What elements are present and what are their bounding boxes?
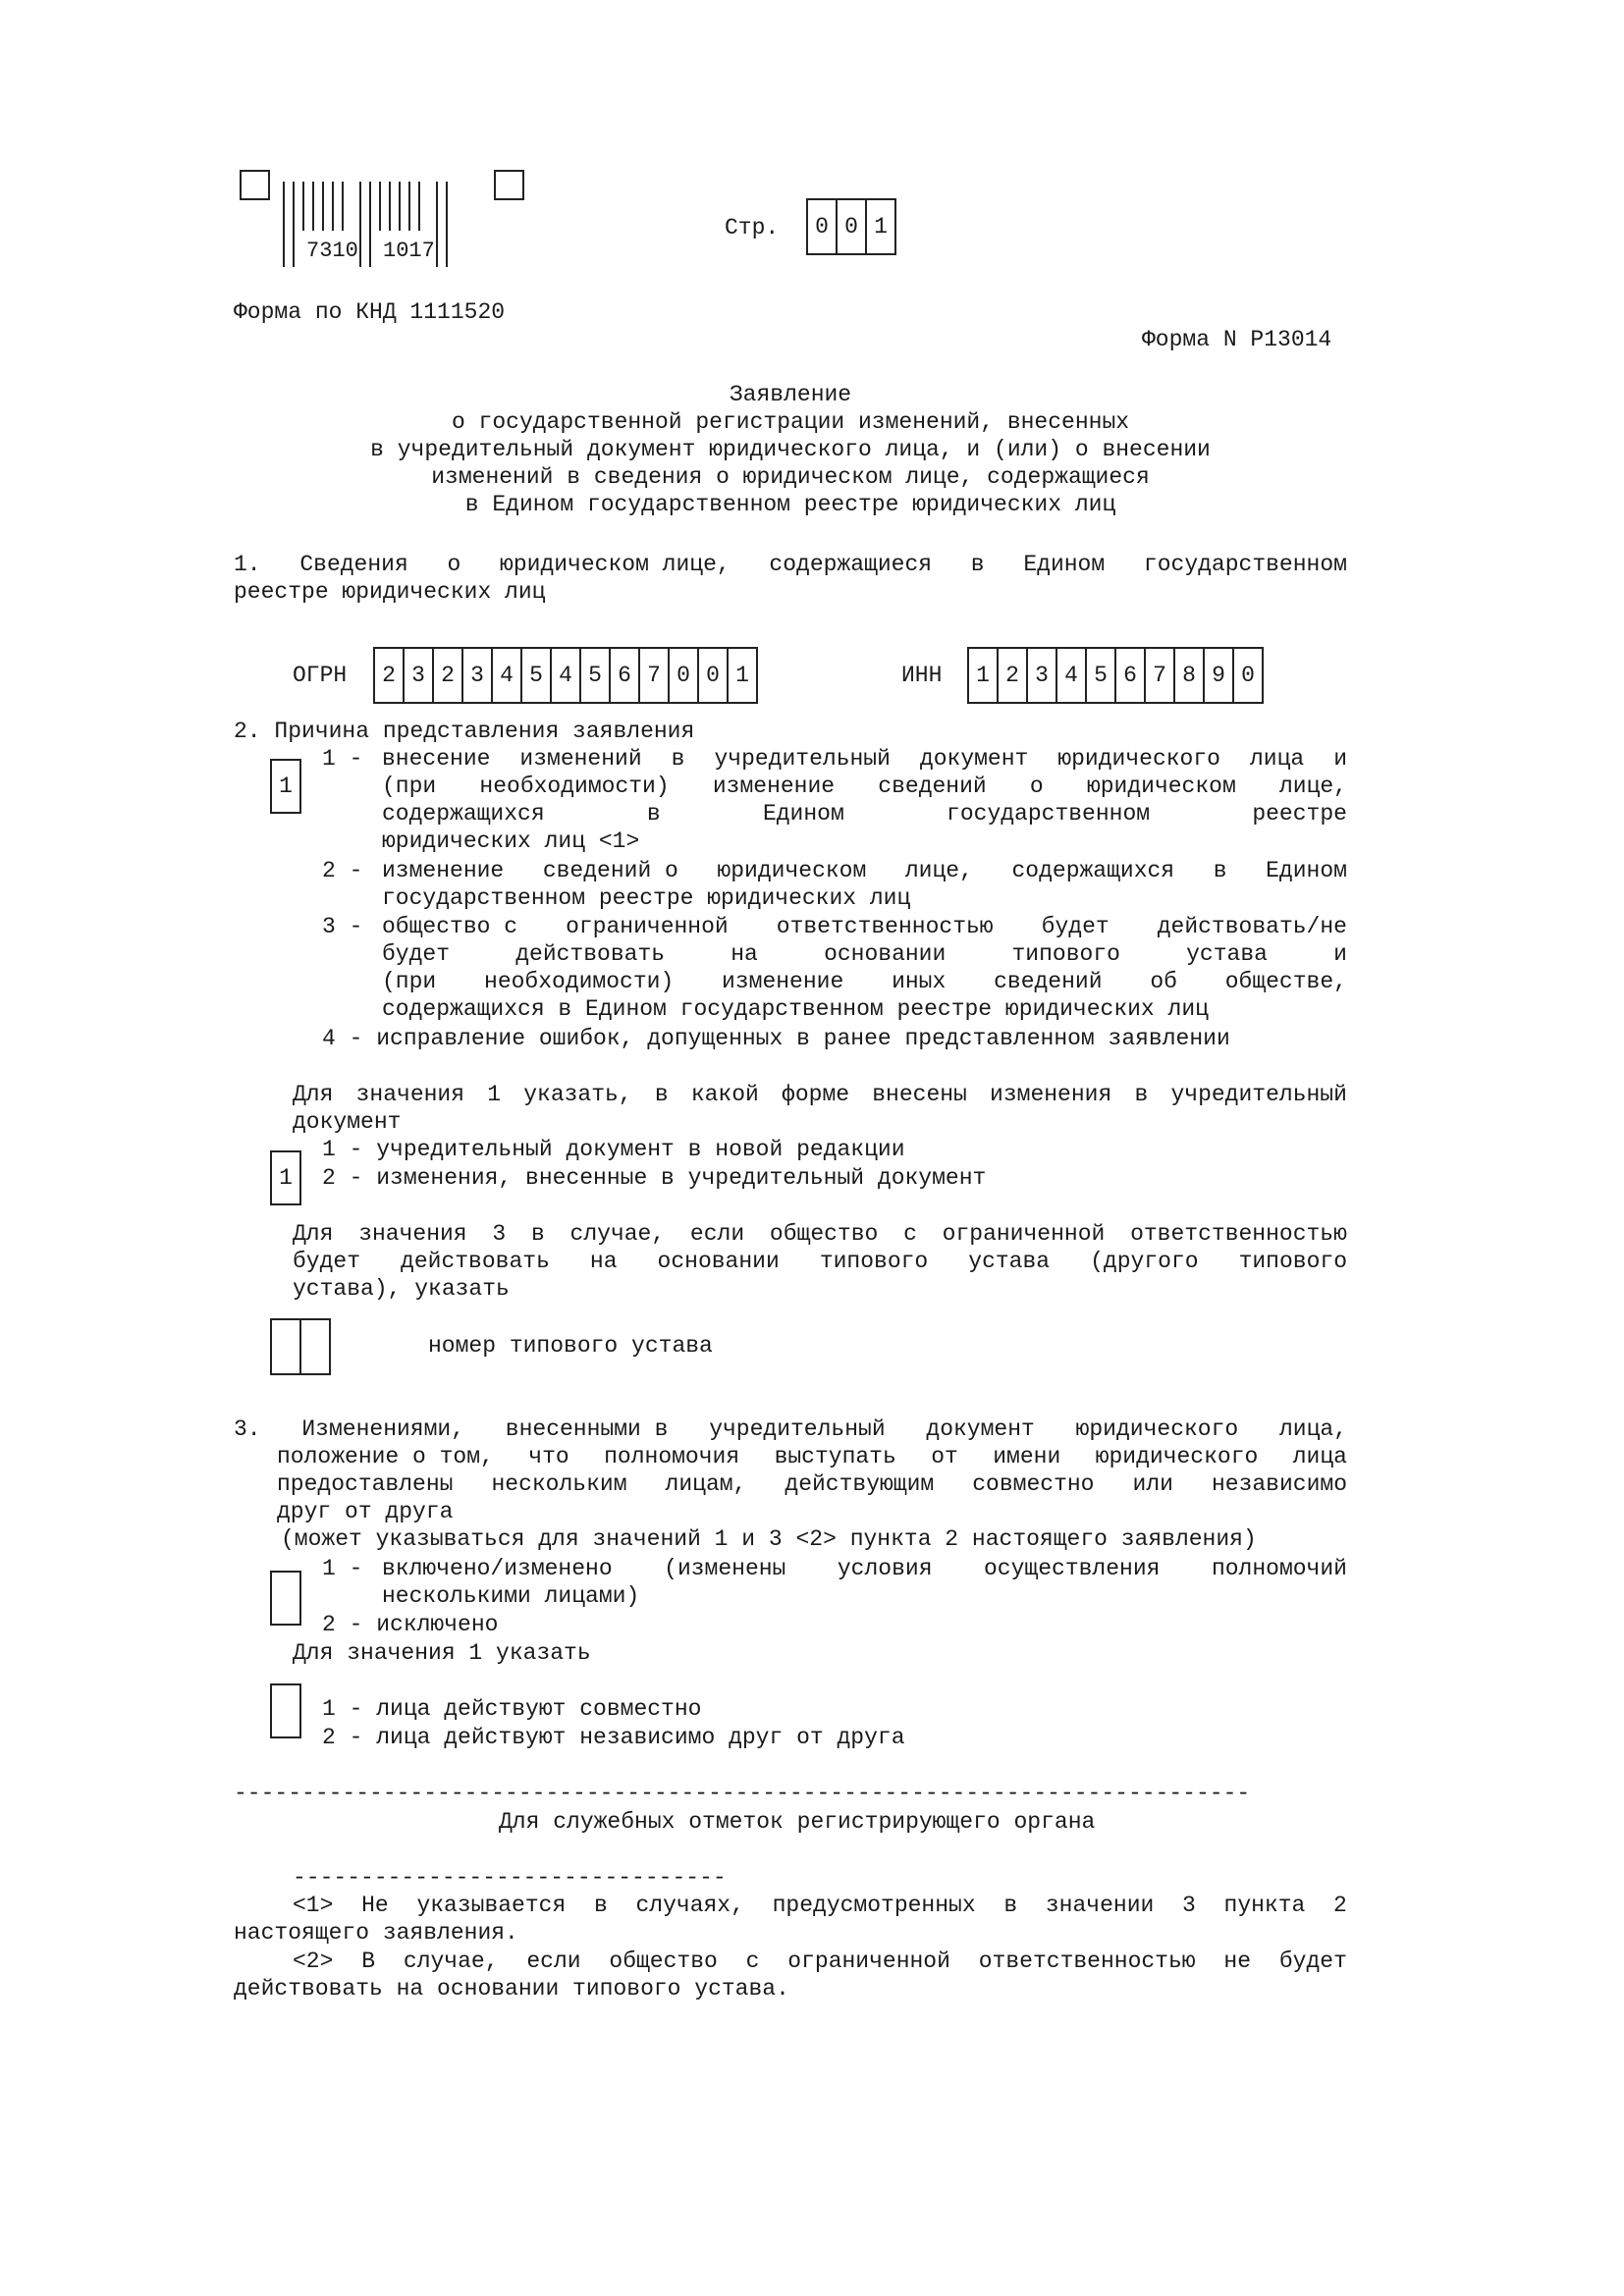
form-option-2: 2 - изменения, внесенные в учредительный документ xyxy=(322,1165,987,1191)
document-title xyxy=(0,381,1581,518)
page-digit: 0 xyxy=(838,200,867,253)
section2-heading: 2. Причина представления заявления xyxy=(234,719,695,744)
joint-action-field[interactable] xyxy=(270,1683,301,1738)
form-number: Форма N Р13014 xyxy=(1142,327,1332,352)
inn-cells: 1 2 3 4 5 6 7 8 9 0 xyxy=(967,647,1264,704)
footnote-divider: -------------------------------- xyxy=(293,1865,727,1891)
corner-marker-left xyxy=(240,170,270,200)
form-knd: Форма по КНД 1111520 xyxy=(234,299,506,325)
joint-option-1: 1 - лица действуют совместно xyxy=(322,1696,702,1722)
corner-marker-right xyxy=(494,170,524,200)
powers-option-2: 2 - исключено xyxy=(322,1612,499,1637)
charter-number-field[interactable] xyxy=(270,1318,331,1375)
reason-option-3: общество с ограниченной ответственностью будет действовать/не xyxy=(382,914,1347,939)
title-line: в Едином государственном реестре юридических лиц xyxy=(464,492,1116,517)
section3-line: 3. Изменениями, внесенными в учредительный документ юридического лица, xyxy=(234,1416,1347,1442)
form-question: Для значения 1 указать, в какой форме внесены изменения в учредительный xyxy=(293,1082,1347,1107)
title-line: Заявление xyxy=(729,382,852,407)
reason-option-1: внесение изменений в учредительный документ юридического лица и xyxy=(382,746,1347,772)
service-label: Для служебных отметок регистрирующего органа xyxy=(499,1809,1096,1835)
inn-label: ИНН xyxy=(901,663,943,688)
charter-number-label: номер типового устава xyxy=(428,1333,713,1359)
charter-question: Для значения 3 в случае, если общество с ограниченной ответственностью xyxy=(293,1221,1347,1247)
page-number-cells xyxy=(806,198,896,255)
ogrn-label: ОГРН xyxy=(293,663,348,688)
barcode-right-number: 1017 xyxy=(383,239,435,263)
title-line: о государственной регистрации изменений, внесенных xyxy=(451,409,1130,435)
form-value-field[interactable]: 1 xyxy=(270,1150,301,1205)
barcode-left-number: 7310 xyxy=(306,239,358,263)
title-line: изменений в сведения о юридическом лице, содержащиеся xyxy=(431,464,1150,490)
footnote-2: <2> В случае, если общество с ограниченной ответственностью не будет xyxy=(293,1949,1347,1974)
powers-field[interactable] xyxy=(270,1571,301,1626)
title-line: в учредительный документ юридического лица, и (или) о внесении xyxy=(370,437,1211,462)
joint-option-2: 2 - лица действуют независимо друг от друга xyxy=(322,1725,905,1750)
page-label: Стр. xyxy=(725,215,780,240)
form-option-1: 1 - учредительный документ в новой редакции xyxy=(322,1137,905,1162)
reason-option-4: 4 - исправление ошибок, допущенных в ранее представленном заявлении xyxy=(322,1026,1230,1051)
barcode xyxy=(281,182,485,270)
powers-option-1: включено/изменено (изменены условия осуществления полномочий xyxy=(382,1556,1347,1581)
reason-field[interactable]: 1 xyxy=(270,759,301,814)
page-digit: 0 xyxy=(808,200,838,253)
ogrn-cells: 2 3 2 3 4 5 4 5 6 7 0 0 1 xyxy=(373,647,758,704)
reason-option-2: изменение сведений о юридическом лице, содержащихся в Едином xyxy=(382,858,1347,883)
page-digit: 1 xyxy=(867,200,896,253)
section1-line: 1. Сведения о юридическом лице, содержащиеся в Едином государственном xyxy=(234,552,1347,577)
section1-line: реестре юридических лиц xyxy=(234,579,546,605)
service-divider: --------------------------------------------------------------------------- xyxy=(234,1781,1251,1806)
footnote-1: <1> Не указывается в случаях, предусмотренных в значении 3 пункта 2 xyxy=(293,1893,1347,1918)
